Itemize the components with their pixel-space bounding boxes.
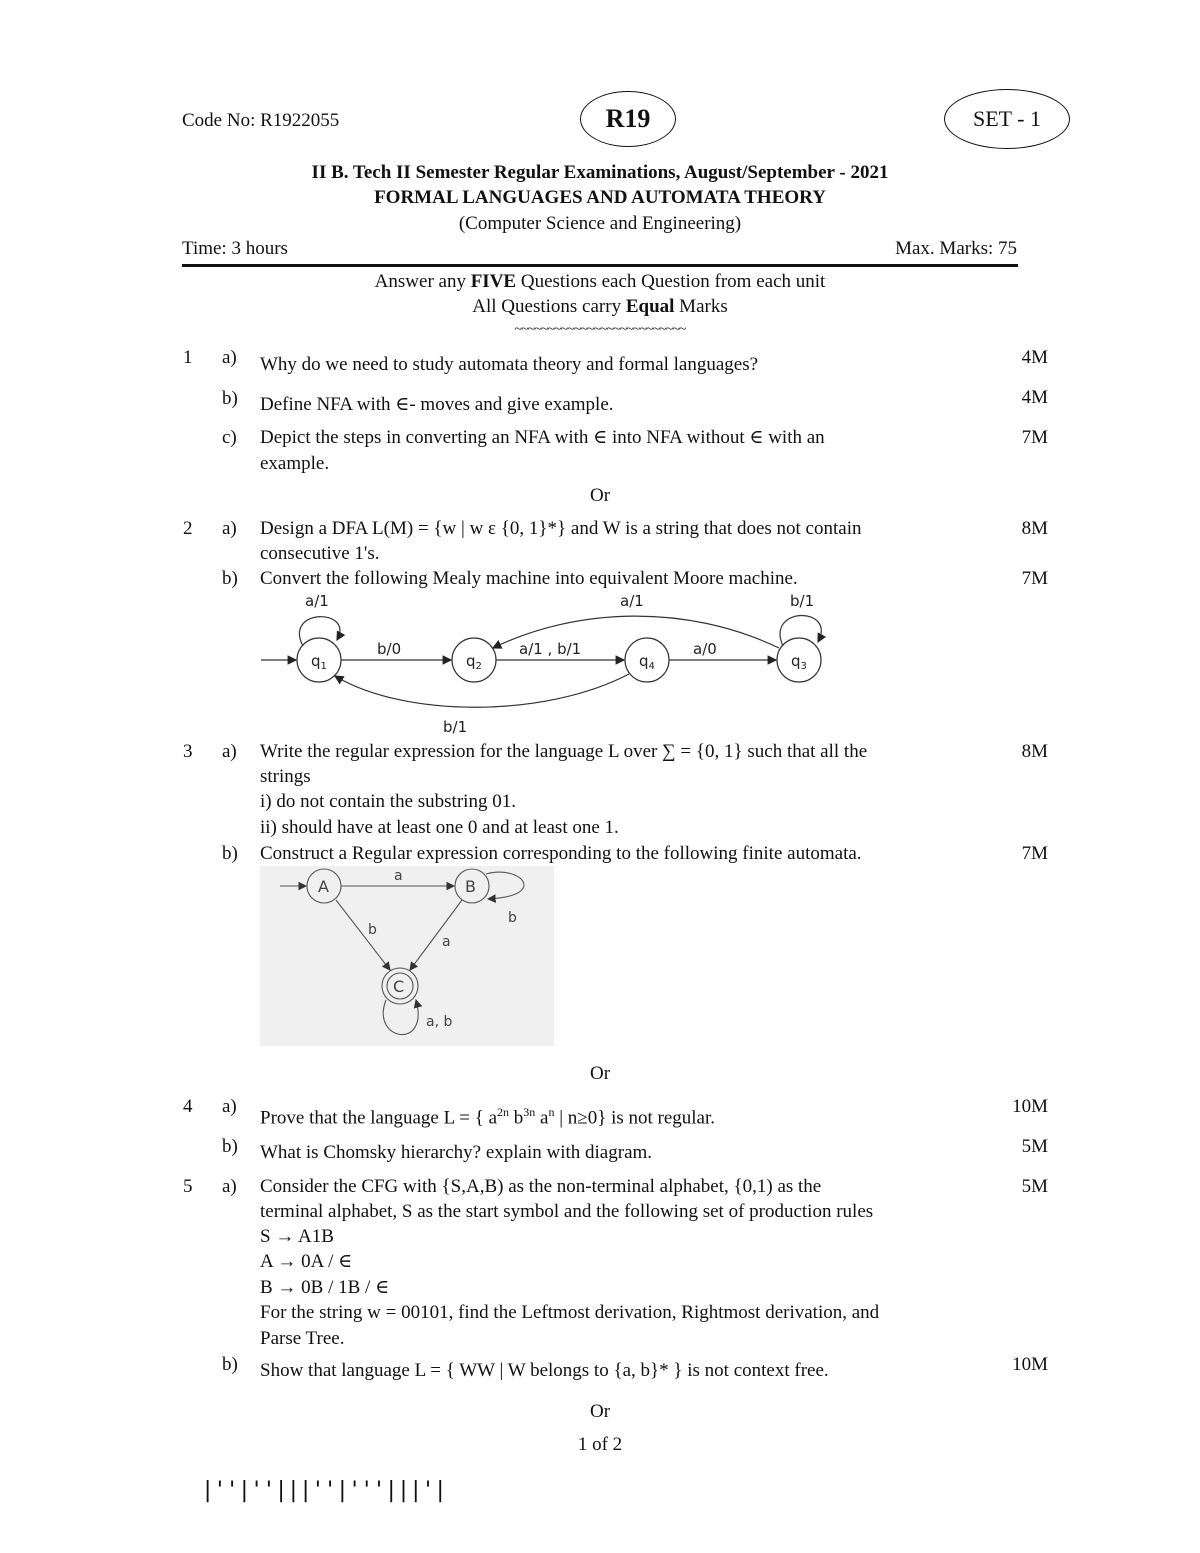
or-separator-1: Or — [589, 485, 611, 506]
q5a-marks: 5M — [1021, 1176, 1048, 1197]
q1b-part: b) — [222, 388, 238, 409]
q1b-text: Define NFA with ∈- moves and give example. — [260, 394, 614, 415]
label-loop-q1: a/1 — [305, 592, 329, 610]
q5a-line4: A → 0A / ∈ — [260, 1251, 353, 1272]
instruction-1-post: Questions each Question from each unit — [516, 271, 826, 292]
state-q2-sub: 2 — [475, 661, 482, 672]
q4b-text: What is Chomsky hierarchy? explain with diagram. — [260, 1142, 653, 1163]
barcode: |''|''|||''|'''|||'| — [201, 1478, 446, 1503]
q4b-part: b) — [222, 1136, 238, 1157]
loop-q1 — [299, 617, 339, 646]
subject-title: FORMAL LANGUAGES AND AUTOMATA THEORY — [374, 187, 826, 208]
q2a-line2: consecutive 1's. — [260, 543, 380, 564]
state-q3-sub: 3 — [800, 661, 807, 672]
q2b-marks: 7M — [1021, 568, 1048, 589]
regulation-label: R19 — [605, 104, 651, 133]
label-a-c: b — [368, 922, 377, 938]
state-b-label: B — [465, 877, 476, 896]
q1-number: 1 — [183, 347, 193, 368]
q3a-line2: strings — [260, 766, 311, 787]
q1c-line2: example. — [260, 453, 330, 474]
q5b-part: b) — [222, 1354, 238, 1375]
q4a-text — [260, 1100, 715, 1130]
state-q2-label: q — [466, 652, 476, 670]
state-q3-label: q — [791, 652, 801, 670]
instruction-2-post: Marks — [674, 296, 728, 317]
q1c-line1: Depict the steps in converting an NFA with ∈ into NFA without ∈ with an — [260, 427, 825, 448]
edge-q4-q1 — [335, 674, 629, 707]
finite-automaton-diagram — [260, 866, 554, 1046]
q5a-part: a) — [222, 1176, 237, 1197]
q2b-text: Convert the following Mealy machine into equivalent Moore machine. — [260, 568, 798, 589]
q2a-part: a) — [222, 518, 237, 539]
q3-number: 3 — [183, 741, 193, 762]
q3a-line4: ii) should have at least one 0 and at least one 1. — [260, 817, 619, 838]
state-q4-label: q — [639, 652, 649, 670]
exam-title: II B. Tech II Semester Regular Examinations, August/September - 2021 — [311, 162, 889, 183]
instruction-2-pre: All Questions carry — [472, 296, 626, 317]
instruction-line-2 — [0, 294, 1200, 319]
q3a-line1: Write the regular expression for the language L over ∑ = {0, 1} such that all the — [260, 741, 868, 762]
instruction-line-1 — [0, 269, 1200, 294]
q4a-sup3: n — [548, 1105, 555, 1119]
label-q4-q3: a/0 — [693, 640, 717, 658]
svg-text:q3 — [791, 652, 807, 672]
label-q1-q2: b/0 — [377, 640, 402, 658]
q4b-marks: 5M — [1021, 1136, 1048, 1157]
svg-text:q1 — [311, 652, 327, 672]
q5a-line2: terminal alphabet, S as the start symbol and the following set of production rules — [260, 1201, 874, 1222]
label-b-c: a — [442, 934, 451, 950]
mealy-machine-diagram — [255, 588, 855, 738]
q2-number: 2 — [183, 518, 193, 539]
q3b-text: Construct a Regular expression corresponding to the following finite automata. — [260, 843, 862, 864]
q5b-text: Show that language L = { WW | W belongs to {a, b}* } is not context free. — [260, 1360, 829, 1381]
label-q3-q2: a/1 — [620, 592, 644, 610]
tilde-separator: ~~~~~~~~~~~~~~~~~~~~~~~~~~ — [514, 322, 686, 337]
q4-number: 4 — [183, 1096, 193, 1117]
state-a-label: A — [318, 877, 329, 896]
instruction-1-pre: Answer any — [374, 271, 471, 292]
time-label: Time: 3 hours — [182, 238, 288, 259]
q5-number: 5 — [183, 1176, 193, 1197]
state-q1-label: q — [311, 652, 321, 670]
q3b-marks: 7M — [1021, 843, 1048, 864]
q5a-line3: S → A1B — [260, 1226, 334, 1247]
q5a-line1: Consider the CFG with {S,A,B) as the non-terminal alphabet, {0,1) as the — [260, 1176, 822, 1197]
or-separator-2: Or — [589, 1063, 611, 1084]
q4a-sup1: 2n — [497, 1105, 510, 1119]
q4a-marks: 10M — [1012, 1096, 1048, 1117]
q1a-marks: 4M — [1021, 347, 1048, 368]
q5a-line5: B → 0B / 1B / ∈ — [260, 1277, 390, 1298]
label-loop-b: b — [508, 910, 517, 926]
label-a-b: a — [394, 868, 403, 884]
q4a-mid1: b — [509, 1107, 524, 1129]
q4a-part: a) — [222, 1096, 237, 1117]
set-badge — [944, 89, 1070, 149]
instruction-1-bold: FIVE — [470, 271, 517, 292]
label-q2-q4: a/1 , b/1 — [519, 640, 582, 658]
q3a-line3: i) do not contain the substring 01. — [260, 791, 516, 812]
q1a-text: Why do we need to study automata theory and formal languages? — [260, 354, 759, 375]
label-loop-q3: b/1 — [790, 592, 815, 610]
svg-text:q4 — [639, 652, 655, 672]
max-marks-label: Max. Marks: 75 — [895, 238, 1017, 259]
code-number: Code No: R1922055 — [182, 110, 340, 131]
q2b-part: b) — [222, 568, 238, 589]
q2a-marks: 8M — [1021, 518, 1048, 539]
q3a-part: a) — [222, 741, 237, 762]
instruction-2-bold: Equal — [625, 296, 675, 317]
q4a-post: | n≥0} is not regular. — [554, 1107, 716, 1129]
label-loop-c: a, b — [426, 1014, 453, 1030]
q2a-line1: Design a DFA L(M) = {w | w ε {0, 1}*} and W is a string that does not contain — [260, 518, 862, 539]
page-number: 1 of 2 — [577, 1434, 623, 1455]
q4a-sup2: 3n — [523, 1105, 536, 1119]
q1c-marks: 7M — [1021, 427, 1048, 448]
state-q1-sub: 1 — [320, 661, 327, 672]
q1a-part: a) — [222, 347, 237, 368]
label-q4-q1: b/1 — [443, 718, 468, 736]
q1c-part: c) — [222, 427, 237, 448]
q3a-marks: 8M — [1021, 741, 1048, 762]
q3b-part: b) — [222, 843, 238, 864]
q5a-line6: For the string w = 00101, find the Leftmost derivation, Rightmost derivation, and — [260, 1302, 880, 1323]
state-c-label: C — [393, 977, 405, 996]
header-rule — [182, 264, 1018, 267]
q4a-pre: Prove that the language L = { a — [260, 1107, 498, 1129]
q4a-mid2: a — [535, 1107, 549, 1129]
q5a-line7: Parse Tree. — [260, 1328, 345, 1349]
svg-text:q2 — [466, 652, 482, 672]
set-label: SET - 1 — [972, 106, 1042, 131]
regulation-badge — [580, 91, 676, 147]
branch: (Computer Science and Engineering) — [458, 213, 742, 234]
state-q4-sub: 4 — [648, 661, 655, 672]
q5b-marks: 10M — [1012, 1354, 1048, 1375]
or-separator-3: Or — [589, 1401, 611, 1422]
q1b-marks: 4M — [1021, 387, 1048, 408]
diagram-background — [260, 866, 554, 1046]
